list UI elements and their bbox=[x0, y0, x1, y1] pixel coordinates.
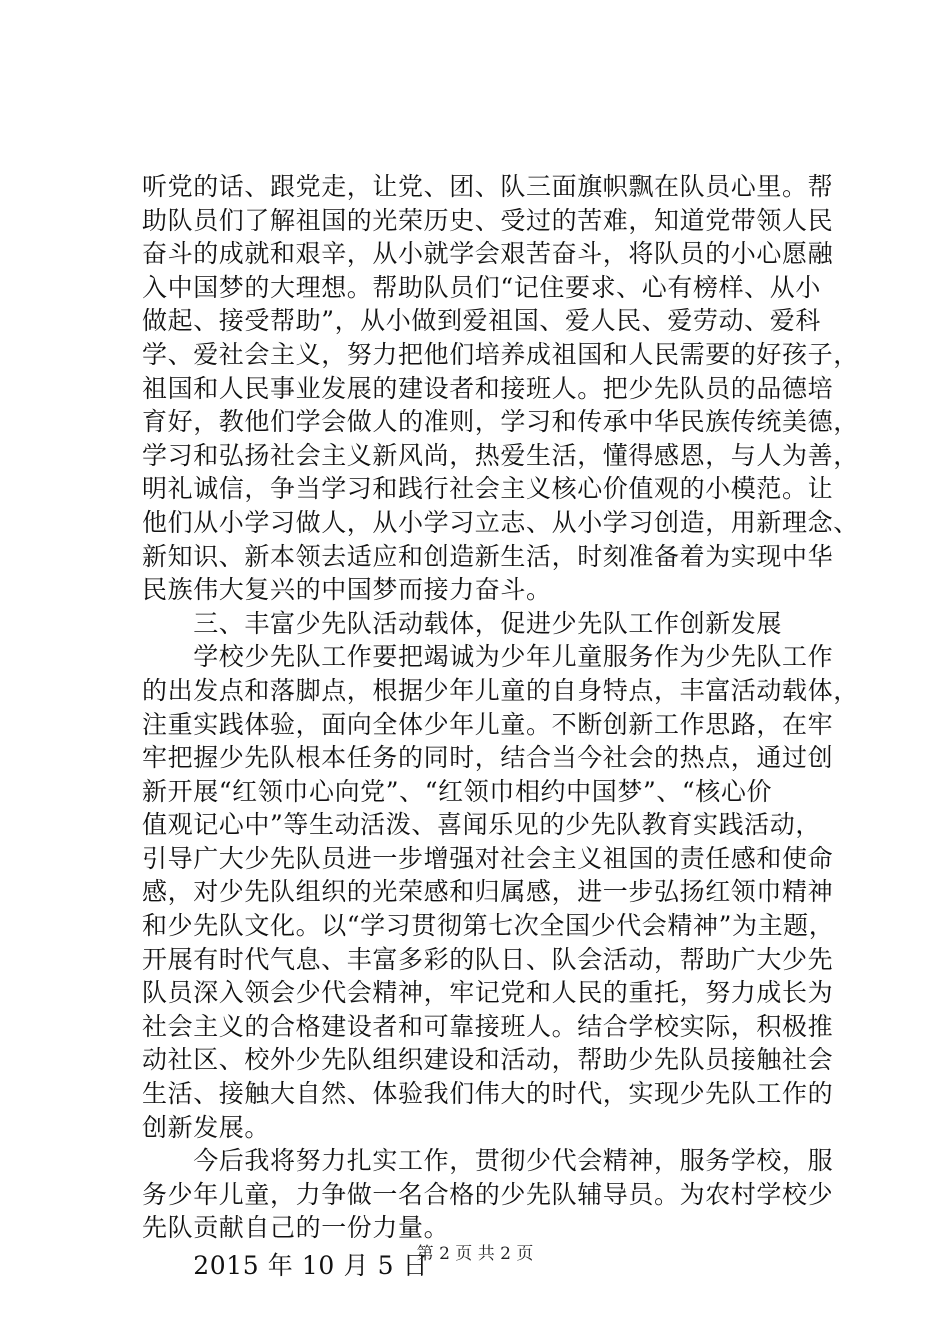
paragraph-line: 听党的话、跟党走，让党、团、队三面旗帜飘在队员心里。帮 bbox=[142, 172, 834, 201]
page-number-footer: 第 2 页 共 2 页 bbox=[416, 1244, 534, 1264]
paragraph-line: 明礼诚信，争当学习和践行社会主义核心价值观的小模范。让 bbox=[142, 474, 834, 504]
paragraph-line: 社会主义的合格建设者和可靠接班人。结合学校实际，积极推 bbox=[142, 1011, 834, 1041]
document-date: 2015 年 10 月 5 日 bbox=[142, 1251, 429, 1280]
paragraph-line: 新开展“红领巾心向党”、“红领巾相约中国梦”、“核心价 bbox=[142, 776, 773, 806]
paragraph-line: 育好，教他们学会做人的准则，学习和传承中华民族传统美德， bbox=[142, 407, 859, 437]
paragraph-line: 牢把握少先队根本任务的同时，结合当今社会的热点，通过创 bbox=[142, 743, 834, 773]
paragraph-line: 祖国和人民事业发展的建设者和接班人。把少先队员的品德培 bbox=[142, 373, 834, 403]
paragraph-line: 他们从小学习做人，从小学习立志、从小学习创造，用新理念、 bbox=[142, 507, 859, 537]
paragraph-line: 开展有时代气息、丰富多彩的队日、队会活动，帮助广大少先 bbox=[142, 944, 834, 974]
paragraph-line: 今后我将努力扎实工作，贯彻少代会精神，服务学校，服 bbox=[142, 1146, 834, 1176]
paragraph-line: 入中国梦的大理想。帮助队员们“记住要求、心有榜样、从小 bbox=[142, 272, 821, 302]
paragraph-line: 新知识、新本领去适应和创造新生活，时刻准备着为实现中华 bbox=[142, 541, 834, 571]
paragraph-line: 注重实践体验，面向全体少年儿童。不断创新工作思路，在牢 bbox=[142, 709, 834, 739]
paragraph-line: 助队员们了解祖国的光荣历史、受过的苦难，知道党带领人民 bbox=[142, 205, 834, 235]
paragraph-line: 奋斗的成就和艰辛，从小就学会艰苦奋斗，将队员的小心愿融 bbox=[142, 239, 834, 269]
paragraph-line: 民族伟大复兴的中国梦而接力奋斗。 bbox=[142, 575, 552, 605]
paragraph-line: 做起、接受帮助”，从小做到爱祖国、爱人民、爱劳动、爱科 bbox=[142, 306, 821, 336]
paragraph-line: 的出发点和落脚点，根据少年儿童的自身特点，丰富活动载体， bbox=[142, 675, 859, 705]
document-body bbox=[142, 170, 859, 1283]
paragraph-line: 值观记心中”等生动活泼、喜闻乐见的少先队教育实践活动， bbox=[142, 810, 821, 840]
paragraph-line: 动社区、校外少先队组织建设和活动，帮助少先队员接触社会 bbox=[142, 1045, 834, 1075]
paragraph-line: 学习和弘扬社会主义新风尚，热爱生活，懂得感恩，与人为善， bbox=[142, 440, 859, 470]
paragraph-line: 学、爱社会主义，努力把他们培养成祖国和人民需要的好孩子， bbox=[142, 339, 859, 369]
paragraph-line: 生活、接触大自然、体验我们伟大的时代，实现少先队工作的 bbox=[142, 1079, 834, 1109]
paragraph-line: 先队贡献自己的一份力量。 bbox=[142, 1213, 450, 1243]
paragraph-line: 创新发展。 bbox=[142, 1112, 271, 1142]
paragraph-line: 感，对少先队组织的光荣感和归属感，进一步弘扬红领巾精神 bbox=[142, 877, 834, 907]
paragraph-line: 学校少先队工作要把竭诚为少年儿童服务作为少先队工作 bbox=[142, 642, 834, 672]
paragraph-line: 务少年儿童，力争做一名合格的少先队辅导员。为农村学校少 bbox=[142, 1179, 834, 1209]
paragraph-line: 和少先队文化。以“学习贯彻第七次全国少代会精神”为主题， bbox=[142, 911, 835, 941]
paragraph-line: 队员深入领会少代会精神，牢记党和人民的重托，努力成长为 bbox=[142, 978, 834, 1008]
paragraph-line: 引导广大少先队员进一步增强对社会主义祖国的责任感和使命 bbox=[142, 843, 834, 873]
section-heading: 三、丰富少先队活动载体，促进少先队工作创新发展 bbox=[142, 608, 783, 638]
